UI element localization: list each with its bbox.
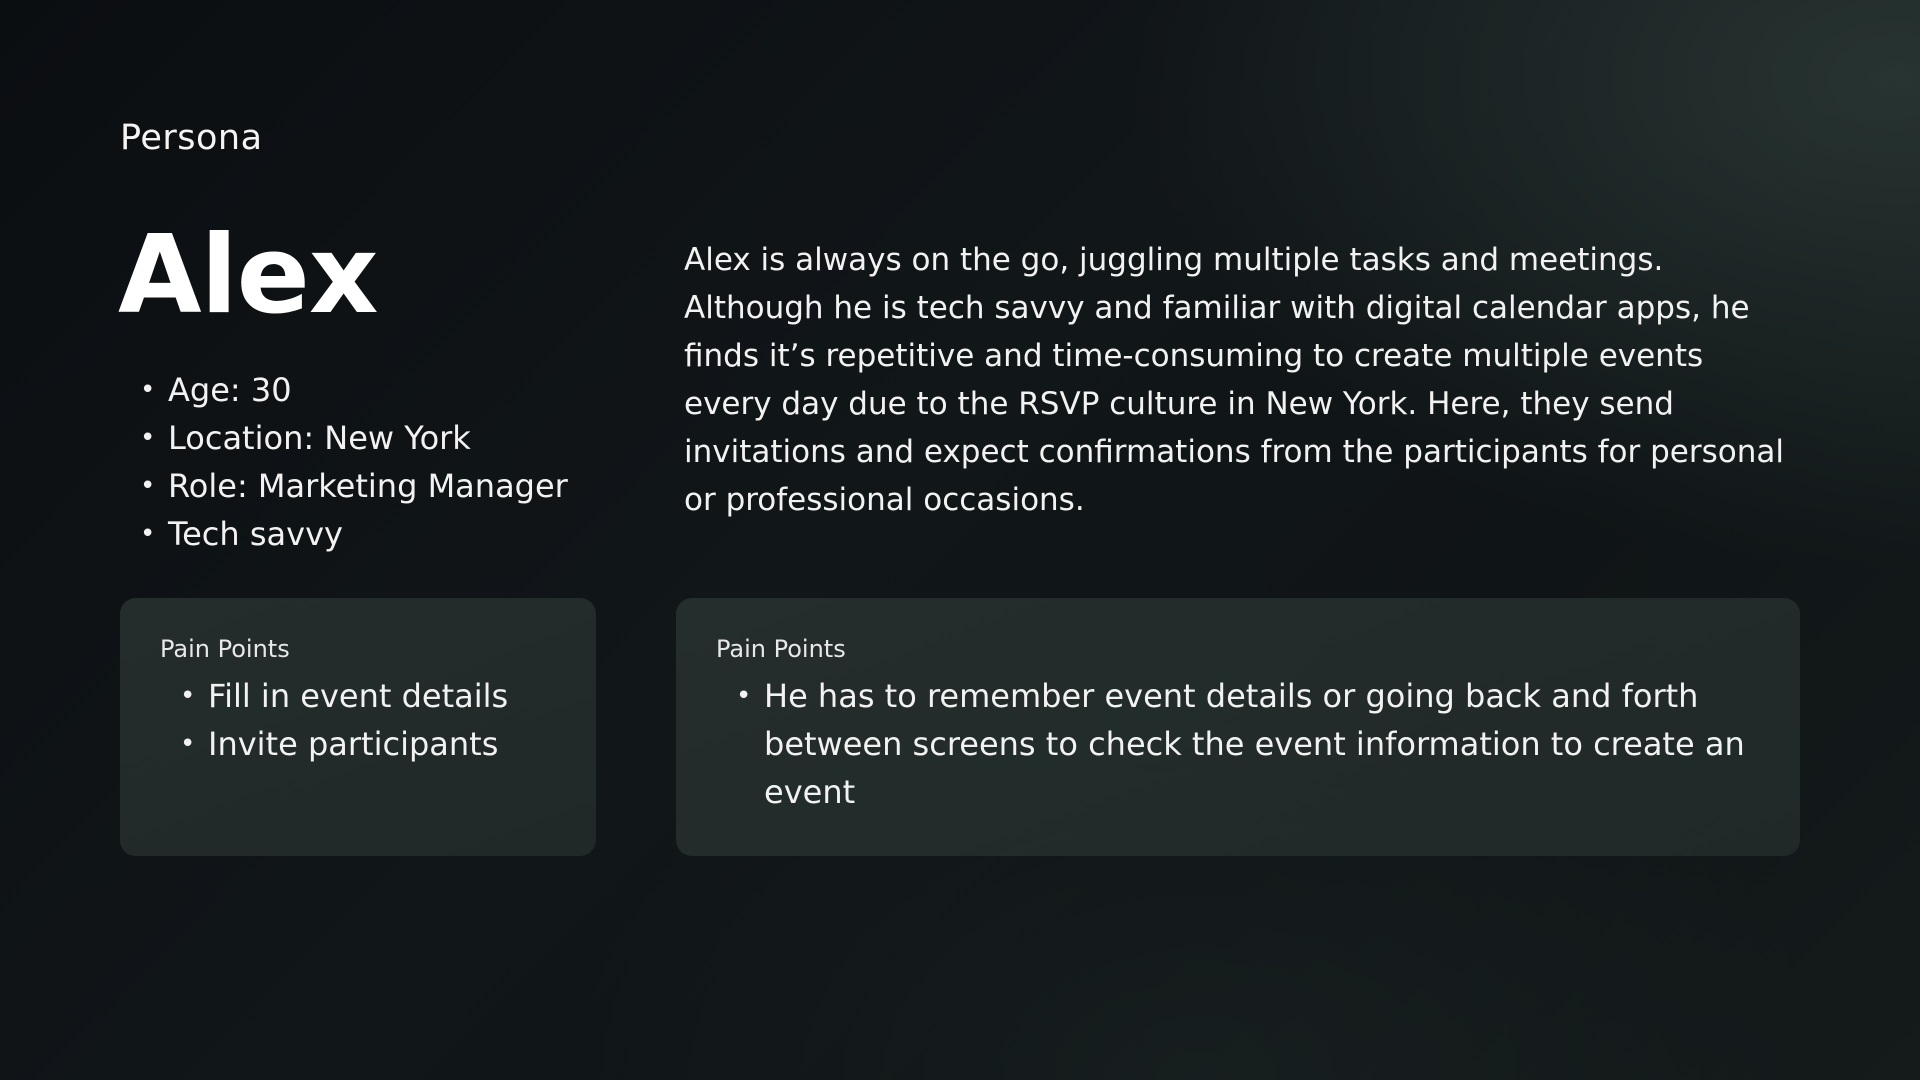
list-item bbox=[140, 462, 660, 510]
persona-name: Alex bbox=[118, 213, 378, 338]
card-title: Pain Points bbox=[160, 635, 290, 663]
pain-points-card-right bbox=[676, 598, 1800, 856]
card-title: Pain Points bbox=[716, 635, 846, 663]
pain-point-text: Invite participants bbox=[208, 725, 499, 763]
list-item bbox=[140, 414, 660, 462]
section-label: Persona bbox=[120, 118, 263, 158]
list-item bbox=[736, 672, 1760, 816]
bullet-icon: • bbox=[140, 375, 156, 405]
pain-point-text: He has to remember event details or going back and forth between screens to check the event information to create an event bbox=[764, 677, 1745, 811]
persona-description: Alex is always on the go, juggling multiple tasks and meetings. Although he is tech savvy and familiar with digital calendar apps, he finds it’s repetitive and time-consuming to create multiple events every day due to the RSVP culture in New York. Here, they send invitations and expect confirmations from the participants for personal or professional occasions. bbox=[684, 242, 1784, 518]
bullet-icon: • bbox=[180, 729, 196, 759]
persona-attributes-list bbox=[140, 366, 660, 558]
pain-points-list bbox=[160, 672, 556, 768]
attribute-role: Role: Marketing Manager bbox=[168, 467, 568, 505]
bullet-icon: • bbox=[140, 471, 156, 501]
pain-points-list bbox=[716, 672, 1760, 816]
list-item bbox=[180, 720, 556, 768]
attribute-age: Age: 30 bbox=[168, 371, 292, 409]
attribute-tech: Tech savvy bbox=[168, 515, 343, 553]
list-item bbox=[180, 672, 556, 720]
attribute-location: Location: New York bbox=[168, 419, 471, 457]
list-item bbox=[140, 510, 660, 558]
bullet-icon: • bbox=[140, 423, 156, 453]
pain-points-card-left bbox=[120, 598, 596, 856]
list-item bbox=[140, 366, 660, 414]
bullet-icon: • bbox=[736, 681, 752, 711]
bullet-icon: • bbox=[140, 519, 156, 549]
bullet-icon: • bbox=[180, 681, 196, 711]
pain-point-text: Fill in event details bbox=[208, 677, 509, 715]
